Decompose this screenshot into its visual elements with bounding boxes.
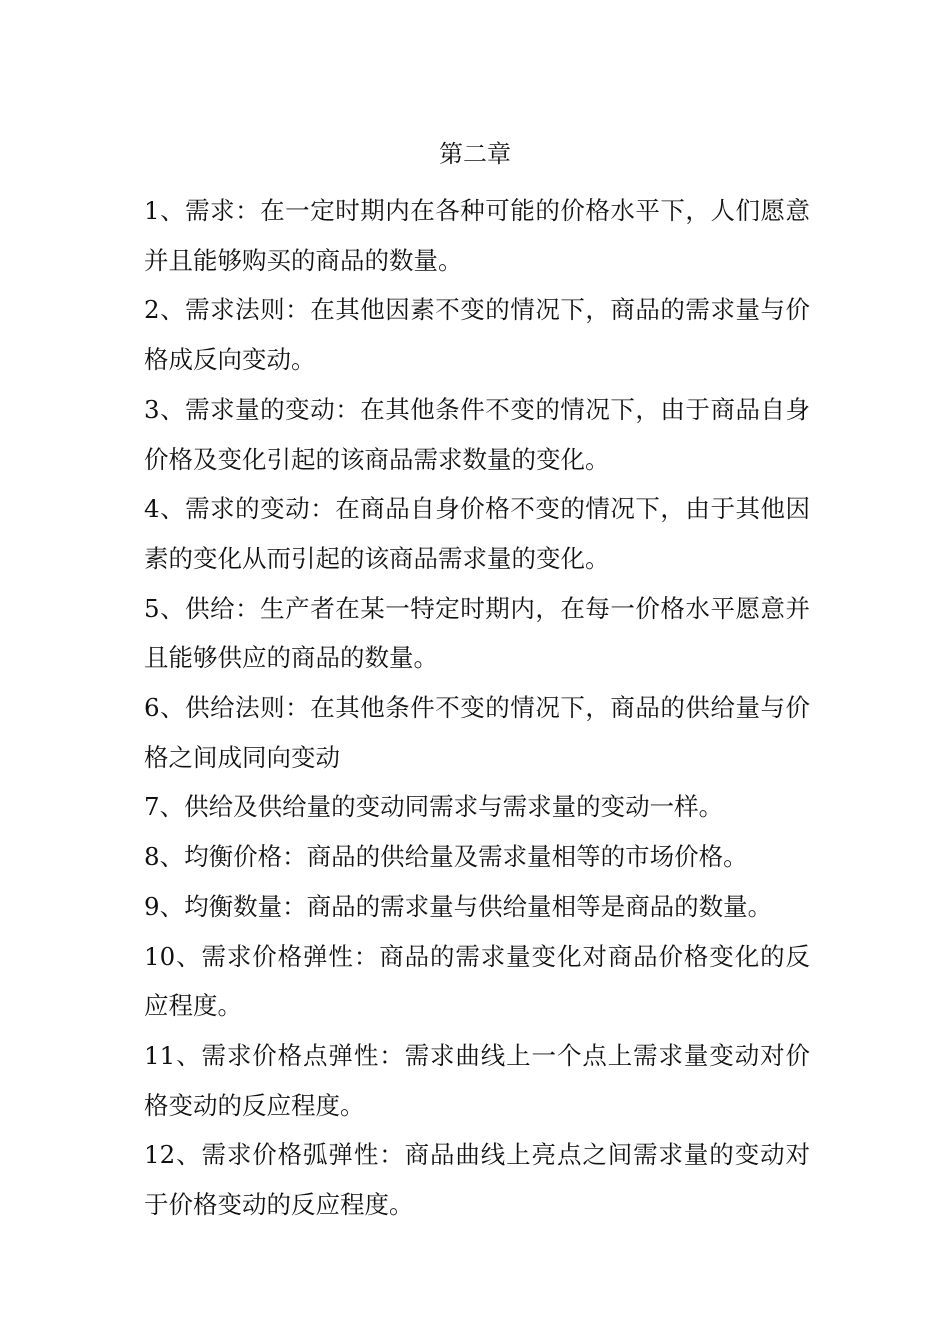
definition-paragraph: 3、需求量的变动：在其他条件不变的情况下，由于商品自身价格及变化引起的该商品需求数量的变化。 [144,394,810,474]
definition-paragraph: 4、需求的变动：在商品自身价格不变的情况下，由于其他因素的变化从而引起的该商品需求量的变化。 [144,494,810,573]
definition-paragraph: 9、均衡数量：商品的需求量与供给量相等是商品的数量。 [144,891,773,921]
definition-paragraph: 2、需求法则：在其他因素不变的情况下，商品的需求量与价格成反向变动。 [144,295,810,375]
definition-paragraph: 12、需求价格弧弹性：商品曲线上亮点之间需求量的变动对于价格变动的反应程度。 [144,1140,810,1220]
chapter-title: 第二章 [439,140,511,168]
definition-paragraph: 1、需求：在一定时期内在各种可能的价格水平下，人们愿意并且能够购买的商品的数量。 [144,196,810,275]
definitions-list [144,186,810,1230]
definition-paragraph: 11、需求价格点弹性：需求曲线上一个点上需求量变动对价格变动的反应程度。 [144,1040,810,1120]
definition-paragraph: 5、供给：生产者在某一特定时期内，在每一价格水平愿意并且能够供应的商品的数量。 [144,593,810,673]
definition-paragraph: 8、均衡价格：商品的供给量及需求量相等的市场价格。 [144,842,748,872]
definition-paragraph: 10、需求价格弹性：商品的需求量变化对商品价格变化的反应程度。 [144,941,810,1021]
definition-paragraph: 6、供给法则：在其他条件不变的情况下，商品的供给量与价格之间成同向变动 [144,693,810,772]
definition-paragraph: 7、供给及供给量的变动同需求与需求量的变动一样。 [144,792,724,822]
